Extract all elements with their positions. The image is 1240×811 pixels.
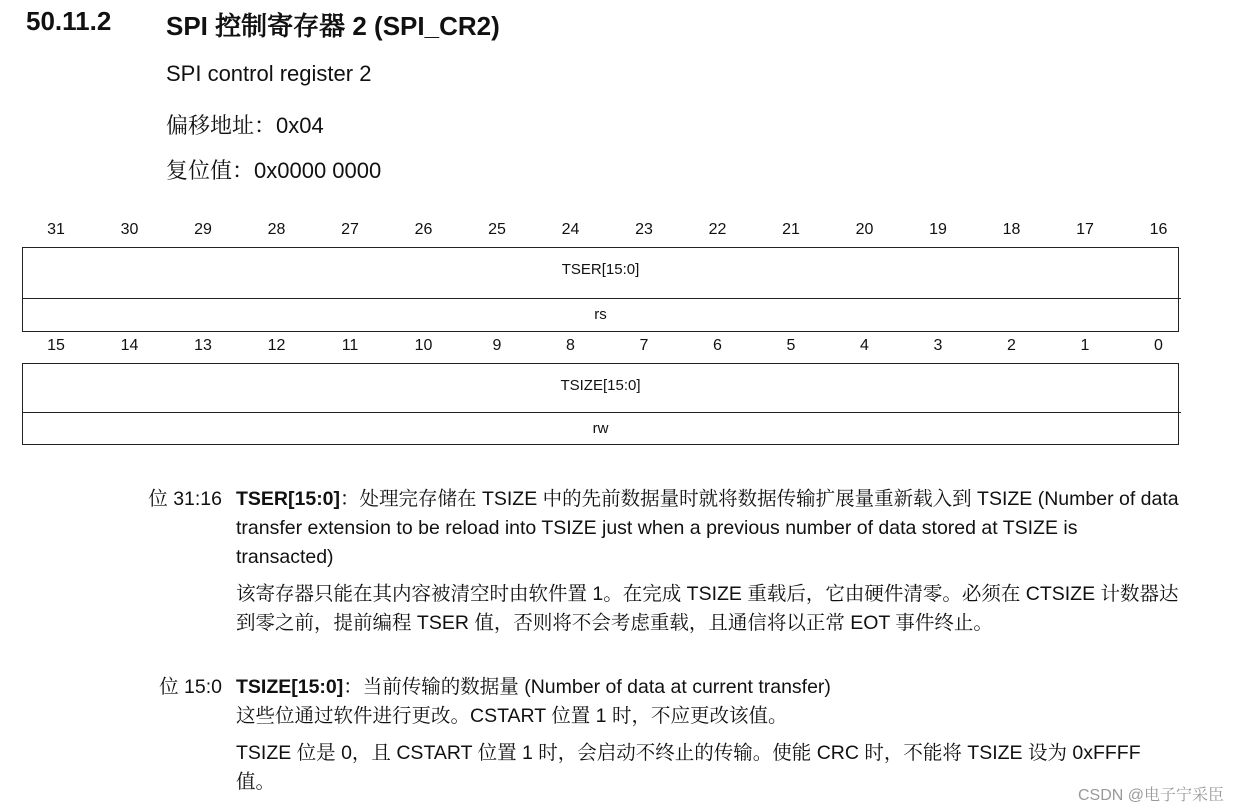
bit-number: 11 [341,337,359,354]
bit-number: 21 [782,221,800,238]
field-name: TSIZE[15:0] [236,676,344,698]
bit-number: 9 [492,337,502,354]
section-title: SPI 控制寄存器 2 (SPI_CR2) [166,11,500,41]
bit-number: 14 [120,337,139,354]
bit-number: 12 [267,337,286,354]
bit-number: 10 [414,337,433,354]
bit-number: 17 [1076,221,1094,238]
offset-address: 偏移地址：0x04 [166,113,324,138]
bit-number: 22 [708,221,727,238]
section-number: 50.11.2 [26,6,112,36]
divider [23,412,1181,413]
field-summary: 处理完存储在 TSIZE 中的先前数据量时就将数据传输扩展量重新载入到 TSIZE (Number of data transfer extension to be reload into TSIZE just when a previous number of data stored at TSIZE is transacted) [236,488,1179,568]
bit-number: 6 [713,337,722,354]
bit-number: 0 [1154,337,1163,354]
register-low-half [22,363,1179,445]
reset-value: 复位值：0x0000 0000 [166,158,382,183]
bit-number: 16 [1149,221,1168,238]
bit-number: 19 [929,221,947,238]
bit-number: 8 [566,337,575,354]
field-bits-label: 位 15:0 [159,676,222,698]
bit-number: 7 [639,337,649,354]
field-bits-label: 位 31:16 [148,488,222,510]
field-detail: TSIZE 位是 0，且 CSTART 位置 1 时，会启动不终止的传输。使能 CRC 时，不能将 TSIZE 设为 0xFFFF 值。 [236,742,1141,793]
bit-number: 27 [341,221,359,238]
field-tser-cell: TSER[15:0] [561,261,640,278]
bit-number: 20 [855,221,874,238]
bit-number: 30 [120,221,139,238]
field-tsize-cell: TSIZE[15:0] [560,377,641,394]
field-description [236,673,1180,797]
bit-number: 5 [786,337,796,354]
field-detail: 该寄存器只能在其内容被清空时由软件置 1。在完成 TSIZE 重载后，它由硬件清零。必须在 CTSIZE 计数器达到零之前，提前编程 TSER 值，否则将不会考虑重载，且通信将以正常 EOT 事件终止。 [236,583,1179,634]
bit-number: 25 [488,221,506,238]
bit-number: 26 [414,221,433,238]
access-type-low: rw [592,420,609,437]
register-english-name: SPI control register 2 [166,61,372,86]
bit-number: 29 [194,221,212,238]
separator: ： [343,676,363,698]
bit-number: 4 [860,337,869,354]
field-name: TSER[15:0] [236,488,341,510]
bit-number: 3 [933,337,943,354]
bit-number: 2 [1007,337,1016,354]
field-summary: 当前传输的数据量 (Number of data at current transfer) [362,676,831,698]
bit-numbers-low [22,337,1180,359]
bit-numbers-high [22,221,1180,243]
field-description [236,485,1180,638]
bit-number: 1 [1080,337,1090,354]
bit-number: 15 [47,337,65,354]
separator: ： [340,488,360,510]
bit-number: 28 [267,221,286,238]
access-type-high: rs [594,306,607,323]
bit-number: 23 [635,221,653,238]
bit-number: 18 [1002,221,1021,238]
bit-number: 24 [561,221,580,238]
bit-number: 31 [47,221,65,238]
field-detail: 这些位通过软件进行更改。CSTART 位置 1 时，不应更改该值。 [236,705,788,727]
register-high-half [22,247,1179,332]
bit-number: 13 [194,337,212,354]
watermark: CSDN @电子宁采臣 [1077,787,1224,804]
divider [23,298,1181,299]
